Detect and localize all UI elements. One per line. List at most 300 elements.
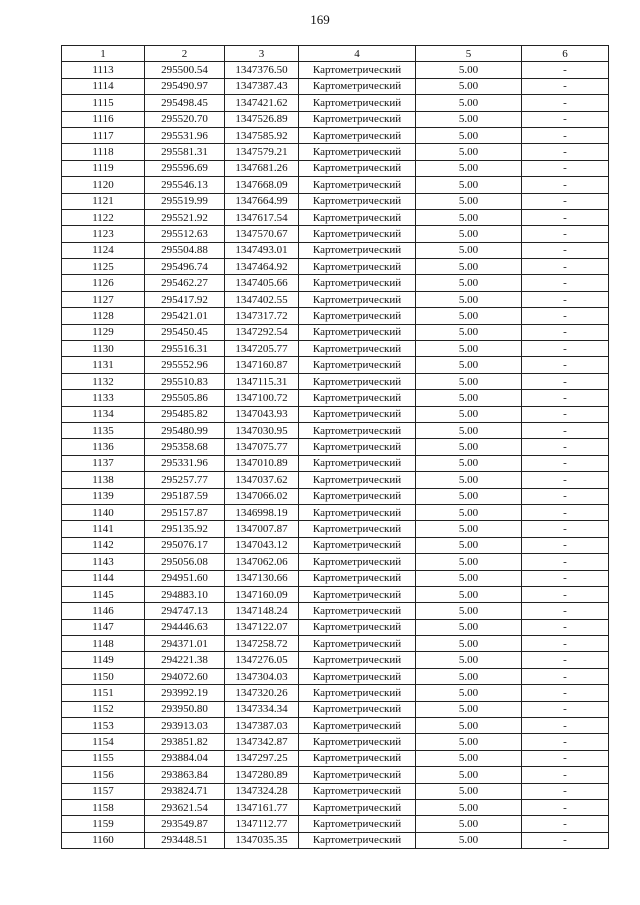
- x-coordinate-cell: 295135.92: [145, 521, 225, 537]
- y-coordinate-cell: 1347297.25: [225, 750, 299, 766]
- table-row: [62, 226, 609, 242]
- note-cell: -: [522, 226, 609, 242]
- accuracy-cell: 5.00: [416, 750, 522, 766]
- method-cell: Картометрический: [299, 127, 416, 143]
- table-row: [62, 373, 609, 389]
- method-cell: Картометрический: [299, 193, 416, 209]
- point-number-cell: 1149: [62, 652, 145, 668]
- column-header: 4: [299, 46, 416, 62]
- point-number-cell: 1142: [62, 537, 145, 553]
- column-header: 1: [62, 46, 145, 62]
- y-coordinate-cell: 1347148.24: [225, 603, 299, 619]
- accuracy-cell: 5.00: [416, 570, 522, 586]
- y-coordinate-cell: 1347334.34: [225, 701, 299, 717]
- method-cell: Картометрический: [299, 718, 416, 734]
- method-cell: Картометрический: [299, 259, 416, 275]
- table-row: [62, 177, 609, 193]
- point-number-cell: 1157: [62, 783, 145, 799]
- note-cell: -: [522, 701, 609, 717]
- table-row: [62, 537, 609, 553]
- table-row: [62, 554, 609, 570]
- table-body: [62, 62, 609, 849]
- point-number-cell: 1116: [62, 111, 145, 127]
- method-cell: Картометрический: [299, 373, 416, 389]
- point-number-cell: 1133: [62, 390, 145, 406]
- y-coordinate-cell: 1347376.50: [225, 62, 299, 78]
- note-cell: -: [522, 62, 609, 78]
- note-cell: -: [522, 324, 609, 340]
- method-cell: Картометрический: [299, 504, 416, 520]
- method-cell: Картометрический: [299, 406, 416, 422]
- table-row: [62, 422, 609, 438]
- point-number-cell: 1123: [62, 226, 145, 242]
- accuracy-cell: 5.00: [416, 504, 522, 520]
- accuracy-cell: 5.00: [416, 521, 522, 537]
- x-coordinate-cell: 295421.01: [145, 308, 225, 324]
- table-row: [62, 209, 609, 225]
- x-coordinate-cell: 294883.10: [145, 586, 225, 602]
- table-row: [62, 455, 609, 471]
- y-coordinate-cell: 1347570.67: [225, 226, 299, 242]
- column-header: 5: [416, 46, 522, 62]
- method-cell: Картометрический: [299, 488, 416, 504]
- accuracy-cell: 5.00: [416, 291, 522, 307]
- method-cell: Картометрический: [299, 619, 416, 635]
- method-cell: Картометрический: [299, 783, 416, 799]
- point-number-cell: 1146: [62, 603, 145, 619]
- method-cell: Картометрический: [299, 652, 416, 668]
- accuracy-cell: 5.00: [416, 701, 522, 717]
- note-cell: -: [522, 750, 609, 766]
- point-number-cell: 1126: [62, 275, 145, 291]
- point-number-cell: 1144: [62, 570, 145, 586]
- accuracy-cell: 5.00: [416, 406, 522, 422]
- x-coordinate-cell: 295485.82: [145, 406, 225, 422]
- note-cell: -: [522, 439, 609, 455]
- x-coordinate-cell: 294446.63: [145, 619, 225, 635]
- table-row: [62, 78, 609, 94]
- table-row: [62, 160, 609, 176]
- point-number-cell: 1147: [62, 619, 145, 635]
- method-cell: Картометрический: [299, 439, 416, 455]
- method-cell: Картометрический: [299, 636, 416, 652]
- note-cell: -: [522, 767, 609, 783]
- y-coordinate-cell: 1347030.95: [225, 422, 299, 438]
- method-cell: Картометрический: [299, 586, 416, 602]
- x-coordinate-cell: 294371.01: [145, 636, 225, 652]
- table-row: [62, 488, 609, 504]
- y-coordinate-cell: 1347276.05: [225, 652, 299, 668]
- point-number-cell: 1145: [62, 586, 145, 602]
- y-coordinate-cell: 1347579.21: [225, 144, 299, 160]
- point-number-cell: 1127: [62, 291, 145, 307]
- accuracy-cell: 5.00: [416, 783, 522, 799]
- note-cell: -: [522, 209, 609, 225]
- accuracy-cell: 5.00: [416, 537, 522, 553]
- x-coordinate-cell: 295490.97: [145, 78, 225, 94]
- note-cell: -: [522, 177, 609, 193]
- accuracy-cell: 5.00: [416, 193, 522, 209]
- method-cell: Картометрический: [299, 799, 416, 815]
- method-cell: Картометрический: [299, 95, 416, 111]
- method-cell: Картометрический: [299, 603, 416, 619]
- table-row: [62, 406, 609, 422]
- method-cell: Картометрический: [299, 554, 416, 570]
- method-cell: Картометрический: [299, 111, 416, 127]
- x-coordinate-cell: 293884.04: [145, 750, 225, 766]
- note-cell: -: [522, 308, 609, 324]
- y-coordinate-cell: 1347161.77: [225, 799, 299, 815]
- point-number-cell: 1113: [62, 62, 145, 78]
- table-row: [62, 324, 609, 340]
- x-coordinate-cell: 295531.96: [145, 127, 225, 143]
- table-row: [62, 259, 609, 275]
- table-row: [62, 816, 609, 832]
- note-cell: -: [522, 718, 609, 734]
- y-coordinate-cell: 1346998.19: [225, 504, 299, 520]
- method-cell: Картометрический: [299, 701, 416, 717]
- table-row: [62, 504, 609, 520]
- note-cell: -: [522, 586, 609, 602]
- point-number-cell: 1118: [62, 144, 145, 160]
- point-number-cell: 1122: [62, 209, 145, 225]
- y-coordinate-cell: 1347115.31: [225, 373, 299, 389]
- table-row: [62, 767, 609, 783]
- note-cell: -: [522, 603, 609, 619]
- note-cell: -: [522, 275, 609, 291]
- accuracy-cell: 5.00: [416, 324, 522, 340]
- accuracy-cell: 5.00: [416, 472, 522, 488]
- note-cell: -: [522, 488, 609, 504]
- y-coordinate-cell: 1347066.02: [225, 488, 299, 504]
- point-number-cell: 1135: [62, 422, 145, 438]
- table-row: [62, 439, 609, 455]
- header-row: [62, 46, 609, 62]
- y-coordinate-cell: 1347062.06: [225, 554, 299, 570]
- x-coordinate-cell: 295581.31: [145, 144, 225, 160]
- method-cell: Картометрический: [299, 144, 416, 160]
- table-row: [62, 144, 609, 160]
- note-cell: -: [522, 95, 609, 111]
- method-cell: Картометрический: [299, 226, 416, 242]
- x-coordinate-cell: 294221.38: [145, 652, 225, 668]
- x-coordinate-cell: 295512.63: [145, 226, 225, 242]
- accuracy-cell: 5.00: [416, 242, 522, 258]
- method-cell: Картометрический: [299, 816, 416, 832]
- y-coordinate-cell: 1347112.77: [225, 816, 299, 832]
- table-row: [62, 685, 609, 701]
- accuracy-cell: 5.00: [416, 767, 522, 783]
- table-row: [62, 734, 609, 750]
- x-coordinate-cell: 295417.92: [145, 291, 225, 307]
- x-coordinate-cell: 295257.77: [145, 472, 225, 488]
- table-row: [62, 308, 609, 324]
- point-number-cell: 1158: [62, 799, 145, 815]
- accuracy-cell: 5.00: [416, 554, 522, 570]
- table-row: [62, 242, 609, 258]
- x-coordinate-cell: 293992.19: [145, 685, 225, 701]
- point-number-cell: 1143: [62, 554, 145, 570]
- y-coordinate-cell: 1347681.26: [225, 160, 299, 176]
- accuracy-cell: 5.00: [416, 390, 522, 406]
- accuracy-cell: 5.00: [416, 488, 522, 504]
- point-number-cell: 1120: [62, 177, 145, 193]
- table-row: [62, 701, 609, 717]
- note-cell: -: [522, 341, 609, 357]
- note-cell: -: [522, 422, 609, 438]
- point-number-cell: 1114: [62, 78, 145, 94]
- note-cell: -: [522, 521, 609, 537]
- accuracy-cell: 5.00: [416, 603, 522, 619]
- method-cell: Картометрический: [299, 422, 416, 438]
- y-coordinate-cell: 1347122.07: [225, 619, 299, 635]
- point-number-cell: 1134: [62, 406, 145, 422]
- table-row: [62, 341, 609, 357]
- point-number-cell: 1128: [62, 308, 145, 324]
- y-coordinate-cell: 1347387.43: [225, 78, 299, 94]
- note-cell: -: [522, 259, 609, 275]
- point-number-cell: 1132: [62, 373, 145, 389]
- accuracy-cell: 5.00: [416, 734, 522, 750]
- note-cell: -: [522, 570, 609, 586]
- y-coordinate-cell: 1347043.93: [225, 406, 299, 422]
- table-row: [62, 111, 609, 127]
- note-cell: -: [522, 406, 609, 422]
- note-cell: -: [522, 652, 609, 668]
- method-cell: Картометрический: [299, 455, 416, 471]
- note-cell: -: [522, 504, 609, 520]
- x-coordinate-cell: 293549.87: [145, 816, 225, 832]
- point-number-cell: 1117: [62, 127, 145, 143]
- note-cell: -: [522, 455, 609, 471]
- x-coordinate-cell: 293448.51: [145, 832, 225, 848]
- accuracy-cell: 5.00: [416, 144, 522, 160]
- y-coordinate-cell: 1347526.89: [225, 111, 299, 127]
- y-coordinate-cell: 1347304.03: [225, 668, 299, 684]
- table-row: [62, 603, 609, 619]
- table-row: [62, 62, 609, 78]
- y-coordinate-cell: 1347130.66: [225, 570, 299, 586]
- x-coordinate-cell: 295331.96: [145, 455, 225, 471]
- note-cell: -: [522, 390, 609, 406]
- y-coordinate-cell: 1347585.92: [225, 127, 299, 143]
- y-coordinate-cell: 1347037.62: [225, 472, 299, 488]
- column-header: 6: [522, 46, 609, 62]
- x-coordinate-cell: 293863.84: [145, 767, 225, 783]
- y-coordinate-cell: 1347668.09: [225, 177, 299, 193]
- y-coordinate-cell: 1347280.89: [225, 767, 299, 783]
- point-number-cell: 1141: [62, 521, 145, 537]
- column-header: 2: [145, 46, 225, 62]
- note-cell: -: [522, 832, 609, 848]
- table-row: [62, 636, 609, 652]
- table-row: [62, 390, 609, 406]
- table-row: [62, 521, 609, 537]
- y-coordinate-cell: 1347007.87: [225, 521, 299, 537]
- method-cell: Картометрический: [299, 341, 416, 357]
- table-row: [62, 832, 609, 848]
- method-cell: Картометрический: [299, 472, 416, 488]
- column-header: 3: [225, 46, 299, 62]
- method-cell: Картометрический: [299, 537, 416, 553]
- y-coordinate-cell: 1347320.26: [225, 685, 299, 701]
- point-number-cell: 1125: [62, 259, 145, 275]
- accuracy-cell: 5.00: [416, 668, 522, 684]
- method-cell: Картометрический: [299, 832, 416, 848]
- point-number-cell: 1121: [62, 193, 145, 209]
- point-number-cell: 1136: [62, 439, 145, 455]
- method-cell: Картометрический: [299, 209, 416, 225]
- accuracy-cell: 5.00: [416, 586, 522, 602]
- table-row: [62, 570, 609, 586]
- accuracy-cell: 5.00: [416, 62, 522, 78]
- method-cell: Картометрический: [299, 734, 416, 750]
- y-coordinate-cell: 1347405.66: [225, 275, 299, 291]
- x-coordinate-cell: 295520.70: [145, 111, 225, 127]
- note-cell: -: [522, 357, 609, 373]
- accuracy-cell: 5.00: [416, 226, 522, 242]
- point-number-cell: 1129: [62, 324, 145, 340]
- y-coordinate-cell: 1347387.03: [225, 718, 299, 734]
- x-coordinate-cell: 294072.60: [145, 668, 225, 684]
- point-number-cell: 1115: [62, 95, 145, 111]
- y-coordinate-cell: 1347464.92: [225, 259, 299, 275]
- note-cell: -: [522, 636, 609, 652]
- x-coordinate-cell: 293621.54: [145, 799, 225, 815]
- method-cell: Картометрический: [299, 668, 416, 684]
- y-coordinate-cell: 1347160.09: [225, 586, 299, 602]
- y-coordinate-cell: 1347664.99: [225, 193, 299, 209]
- point-number-cell: 1148: [62, 636, 145, 652]
- accuracy-cell: 5.00: [416, 341, 522, 357]
- accuracy-cell: 5.00: [416, 209, 522, 225]
- method-cell: Картометрический: [299, 570, 416, 586]
- accuracy-cell: 5.00: [416, 799, 522, 815]
- accuracy-cell: 5.00: [416, 636, 522, 652]
- x-coordinate-cell: 293824.71: [145, 783, 225, 799]
- y-coordinate-cell: 1347258.72: [225, 636, 299, 652]
- point-number-cell: 1156: [62, 767, 145, 783]
- note-cell: -: [522, 144, 609, 160]
- method-cell: Картометрический: [299, 357, 416, 373]
- note-cell: -: [522, 111, 609, 127]
- method-cell: Картометрический: [299, 160, 416, 176]
- note-cell: -: [522, 619, 609, 635]
- accuracy-cell: 5.00: [416, 619, 522, 635]
- point-number-cell: 1151: [62, 685, 145, 701]
- note-cell: -: [522, 783, 609, 799]
- point-number-cell: 1154: [62, 734, 145, 750]
- x-coordinate-cell: 295552.96: [145, 357, 225, 373]
- x-coordinate-cell: 295056.08: [145, 554, 225, 570]
- accuracy-cell: 5.00: [416, 422, 522, 438]
- method-cell: Картометрический: [299, 275, 416, 291]
- x-coordinate-cell: 295480.99: [145, 422, 225, 438]
- y-coordinate-cell: 1347160.87: [225, 357, 299, 373]
- y-coordinate-cell: 1347205.77: [225, 341, 299, 357]
- x-coordinate-cell: 295510.83: [145, 373, 225, 389]
- method-cell: Картометрический: [299, 685, 416, 701]
- point-number-cell: 1150: [62, 668, 145, 684]
- point-number-cell: 1139: [62, 488, 145, 504]
- method-cell: Картометрический: [299, 62, 416, 78]
- x-coordinate-cell: 295450.45: [145, 324, 225, 340]
- x-coordinate-cell: 295504.88: [145, 242, 225, 258]
- x-coordinate-cell: 295521.92: [145, 209, 225, 225]
- table-row: [62, 652, 609, 668]
- method-cell: Картометрический: [299, 767, 416, 783]
- note-cell: -: [522, 668, 609, 684]
- y-coordinate-cell: 1347075.77: [225, 439, 299, 455]
- x-coordinate-cell: 295546.13: [145, 177, 225, 193]
- coordinates-table: [61, 45, 609, 849]
- x-coordinate-cell: 295596.69: [145, 160, 225, 176]
- table-row: [62, 783, 609, 799]
- note-cell: -: [522, 127, 609, 143]
- x-coordinate-cell: 293913.03: [145, 718, 225, 734]
- method-cell: Картометрический: [299, 324, 416, 340]
- x-coordinate-cell: 295519.99: [145, 193, 225, 209]
- method-cell: Картометрический: [299, 521, 416, 537]
- point-number-cell: 1153: [62, 718, 145, 734]
- table-row: [62, 127, 609, 143]
- accuracy-cell: 5.00: [416, 275, 522, 291]
- note-cell: -: [522, 799, 609, 815]
- table-row: [62, 668, 609, 684]
- accuracy-cell: 5.00: [416, 357, 522, 373]
- table-row: [62, 275, 609, 291]
- accuracy-cell: 5.00: [416, 308, 522, 324]
- note-cell: -: [522, 78, 609, 94]
- table-row: [62, 291, 609, 307]
- x-coordinate-cell: 295505.86: [145, 390, 225, 406]
- y-coordinate-cell: 1347043.12: [225, 537, 299, 553]
- table-row: [62, 718, 609, 734]
- accuracy-cell: 5.00: [416, 160, 522, 176]
- accuracy-cell: 5.00: [416, 95, 522, 111]
- note-cell: -: [522, 472, 609, 488]
- x-coordinate-cell: 295157.87: [145, 504, 225, 520]
- table-row: [62, 586, 609, 602]
- x-coordinate-cell: 295496.74: [145, 259, 225, 275]
- note-cell: -: [522, 160, 609, 176]
- y-coordinate-cell: 1347342.87: [225, 734, 299, 750]
- method-cell: Картометрический: [299, 308, 416, 324]
- table-row: [62, 95, 609, 111]
- x-coordinate-cell: 293950.80: [145, 701, 225, 717]
- y-coordinate-cell: 1347324.28: [225, 783, 299, 799]
- y-coordinate-cell: 1347317.72: [225, 308, 299, 324]
- accuracy-cell: 5.00: [416, 127, 522, 143]
- table-row: [62, 799, 609, 815]
- x-coordinate-cell: 295187.59: [145, 488, 225, 504]
- y-coordinate-cell: 1347035.35: [225, 832, 299, 848]
- table-row: [62, 619, 609, 635]
- note-cell: -: [522, 291, 609, 307]
- accuracy-cell: 5.00: [416, 177, 522, 193]
- x-coordinate-cell: 295498.45: [145, 95, 225, 111]
- y-coordinate-cell: 1347402.55: [225, 291, 299, 307]
- point-number-cell: 1159: [62, 816, 145, 832]
- page-number: 169: [310, 12, 330, 27]
- x-coordinate-cell: 295462.27: [145, 275, 225, 291]
- note-cell: -: [522, 537, 609, 553]
- x-coordinate-cell: 295516.31: [145, 341, 225, 357]
- point-number-cell: 1131: [62, 357, 145, 373]
- x-coordinate-cell: 295500.54: [145, 62, 225, 78]
- accuracy-cell: 5.00: [416, 718, 522, 734]
- accuracy-cell: 5.00: [416, 832, 522, 848]
